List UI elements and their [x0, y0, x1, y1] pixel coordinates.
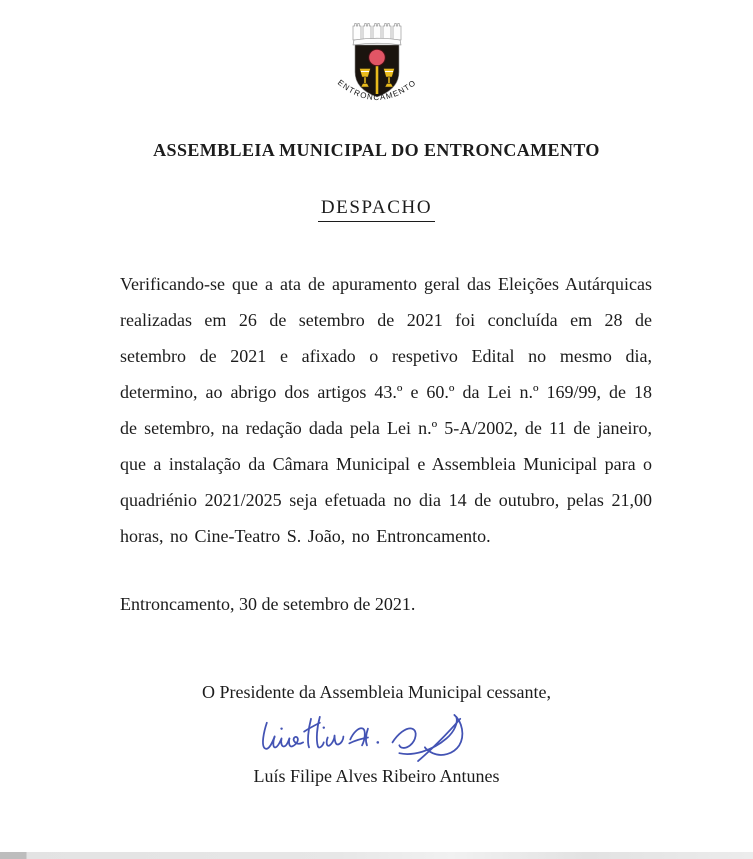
document-title: ASSEMBLEIA MUNICIPAL DO ENTRONCAMENTO [153, 140, 600, 160]
handwritten-signature [0, 710, 741, 764]
crest-signal-pole [375, 63, 378, 94]
date-line: Entroncamento, 30 de setembro de 2021. [120, 594, 416, 614]
crest-banner-text: ENTRONCAMENTO [335, 78, 418, 103]
body-paragraph: Verificando-se que a ata de apuramento geral das Eleições Autárquicas realizadas em 26 de setembro de 2021 foi concluída em 28 de setembro de 2021 e afixado o respetivo Edital no mesmo dia, determino, ao abrigo dos artigos 43.º e 60.º da Lei n.º 169/99, de 18 de setembro, na redação dada pela Lei n.º 5-A/2002, de 11 de janeiro, que a instalação da Câmara Municipal e Assembleia Municipal para o quadriénio 2021/2025 seja efetuada no dia 14 de outubro, pelas 21,00 horas, no Cine-Teatro S. João, no Entroncamento. [120, 274, 652, 546]
crest-signal-disc [368, 49, 385, 66]
signature-role-line: O Presidente da Assembleia Municipal cessante, [202, 682, 551, 702]
scan-bottom-edge [0, 852, 753, 859]
mural-crown [353, 24, 401, 46]
coat-of-arms-svg [327, 16, 427, 116]
document-subtitle: DESPACHO [318, 197, 435, 222]
signature-ink-svg [257, 710, 473, 764]
subtitle-row [0, 197, 753, 222]
signatory-name: Luís Filipe Alves Ribeiro Antunes [253, 766, 500, 786]
municipal-coat-of-arms-icon [327, 16, 427, 116]
